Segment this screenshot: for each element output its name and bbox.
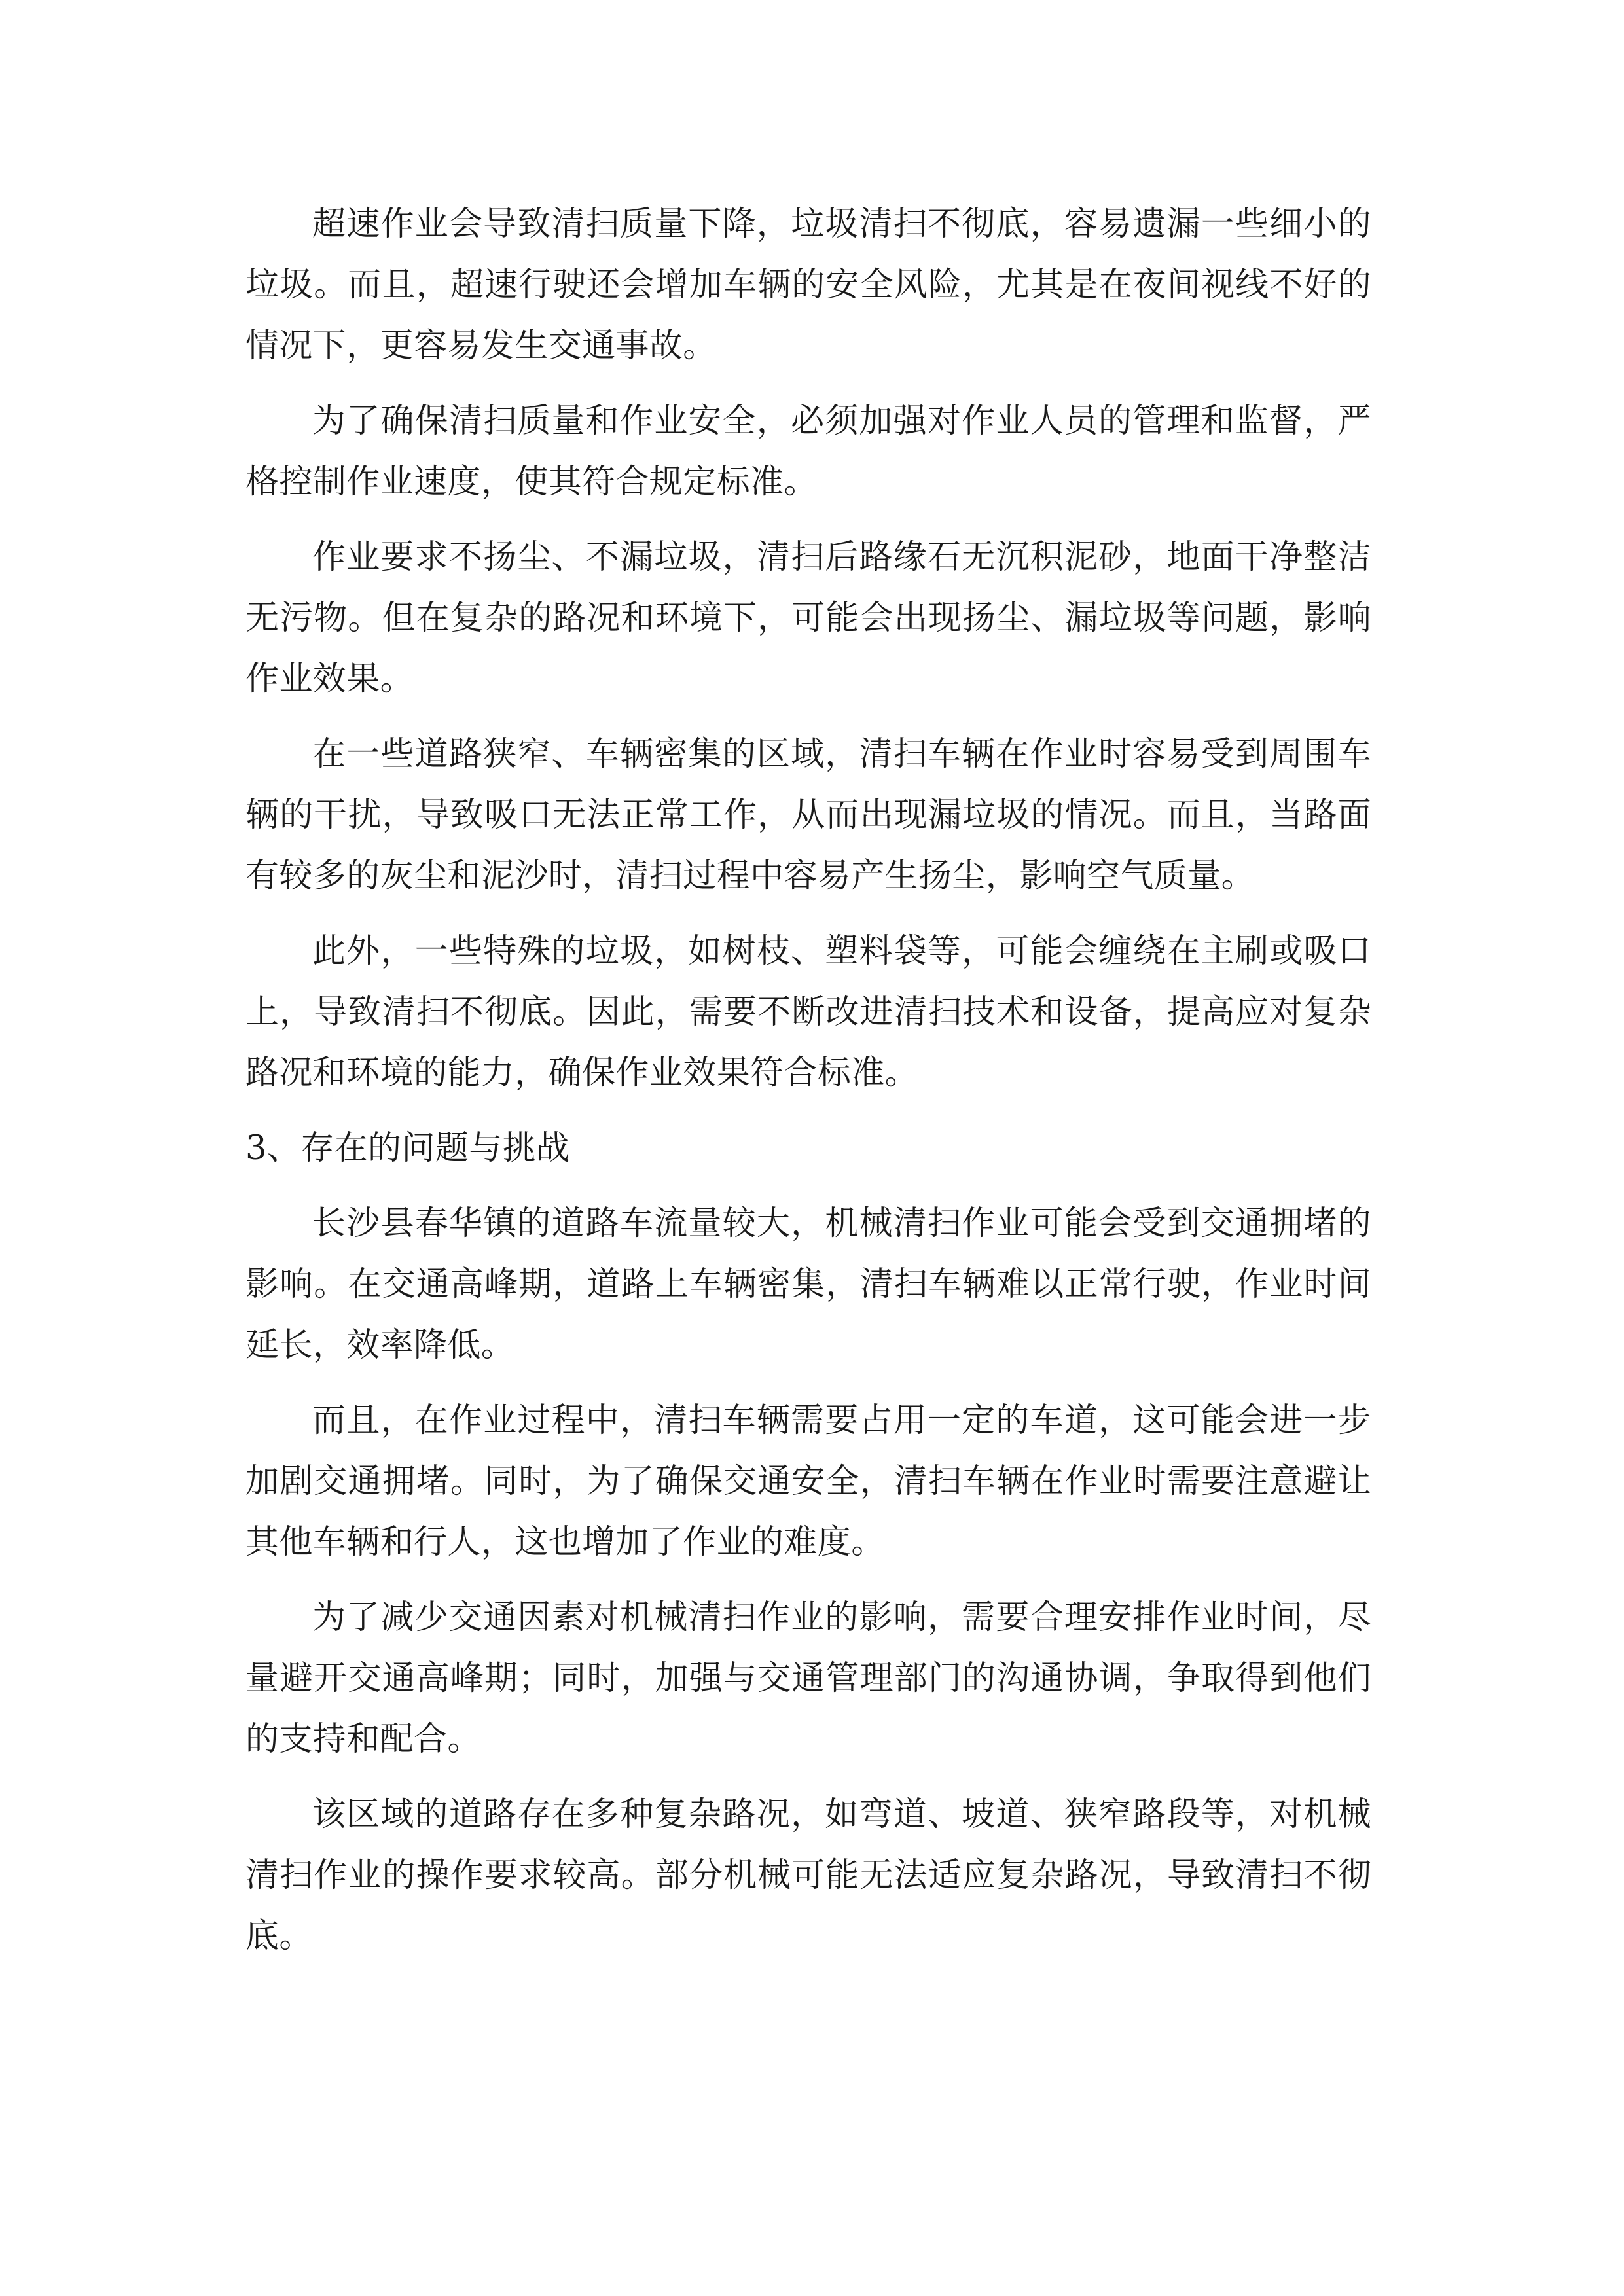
body-paragraph: 作业要求不扬尘、不漏垃圾，清扫后路缘石无沉积泥砂，地面干净整洁无污物。但在复杂的路况和环境下，可能会出现扬尘、漏垃圾等问题，影响作业效果。: [245, 538, 1371, 698]
body-paragraph: 此外，一些特殊的垃圾，如树枝、塑料袋等，可能会缠绕在主刷或吸口上，导致清扫不彻底。因此，需要不断改进清扫技术和设备，提高应对复杂路况和环境的能力，确保作业效果符合标准。: [245, 932, 1371, 1092]
document-body: [245, 194, 1371, 1981]
body-paragraph: 而且，在作业过程中，清扫车辆需要占用一定的车道，这可能会进一步加剧交通拥堵。同时，为了确保交通安全，清扫车辆在作业时需要注意避让其他车辆和行人，这也增加了作业的难度。: [245, 1401, 1371, 1562]
section-heading: 3、存在的问题与挑战: [245, 1129, 570, 1168]
body-paragraph: 超速作业会导致清扫质量下降，垃圾清扫不彻底，容易遗漏一些细小的垃圾。而且，超速行驶还会增加车辆的安全风险，尤其是在夜间视线不好的情况下，更容易发生交通事故。: [245, 205, 1371, 365]
body-paragraph: 为了确保清扫质量和作业安全，必须加强对作业人员的管理和监督，严格控制作业速度，使其符合规定标准。: [245, 402, 1371, 501]
body-paragraph: 在一些道路狭窄、车辆密集的区域，清扫车辆在作业时容易受到周围车辆的干扰，导致吸口无法正常工作，从而出现漏垃圾的情况。而且，当路面有较多的灰尘和泥沙时，清扫过程中容易产生扬尘，影响空气质量。: [245, 735, 1371, 895]
body-paragraph: 该区域的道路存在多种复杂路况，如弯道、坡道、狭窄路段等，对机械清扫作业的操作要求较高。部分机械可能无法适应复杂路况，导致清扫不彻底。: [245, 1795, 1371, 1956]
body-paragraph: 长沙县春华镇的道路车流量较大，机械清扫作业可能会受到交通拥堵的影响。在交通高峰期，道路上车辆密集，清扫车辆难以正常行驶，作业时间延长，效率降低。: [245, 1204, 1371, 1365]
body-paragraph: 为了减少交通因素对机械清扫作业的影响，需要合理安排作业时间，尽量避开交通高峰期；同时，加强与交通管理部门的沟通协调，争取得到他们的支持和配合。: [245, 1598, 1371, 1759]
